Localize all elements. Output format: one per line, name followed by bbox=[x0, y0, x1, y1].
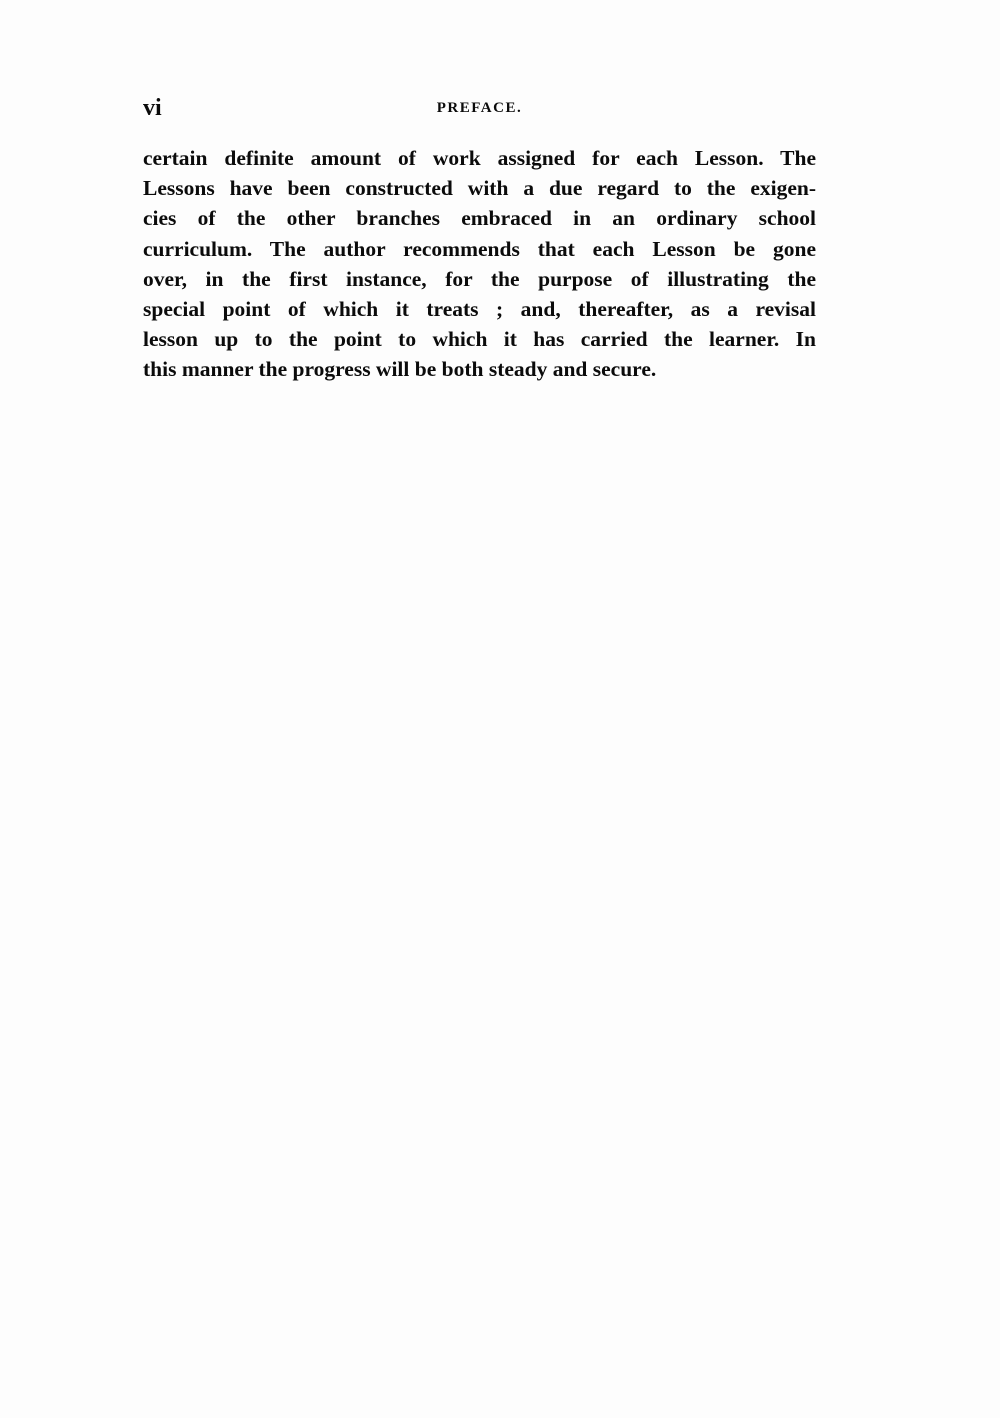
preface-paragraph bbox=[143, 143, 816, 385]
text-line: lesson up to the point to which it has carried the learner. In bbox=[143, 327, 816, 352]
text-line: special point of which it treats ; and, thereafter, as a revisal bbox=[143, 296, 816, 321]
text-line: over, in the first instance, for the purpose of illustrating the bbox=[143, 266, 816, 291]
text-line: cies of the other branches embraced in an ordinary school bbox=[143, 206, 816, 231]
running-title: PREFACE. bbox=[436, 100, 523, 116]
running-head bbox=[143, 93, 816, 123]
page-number: vi bbox=[143, 95, 162, 121]
text-line: this manner the progress will be both steady and secure. bbox=[143, 357, 657, 382]
text-line: Lessons have been constructed with a due regard to the exigen- bbox=[143, 176, 816, 201]
text-line: curriculum. The author recommends that each Lesson be gone bbox=[143, 236, 816, 261]
text-line: certain definite amount of work assigned for each Lesson. The bbox=[143, 146, 816, 170]
